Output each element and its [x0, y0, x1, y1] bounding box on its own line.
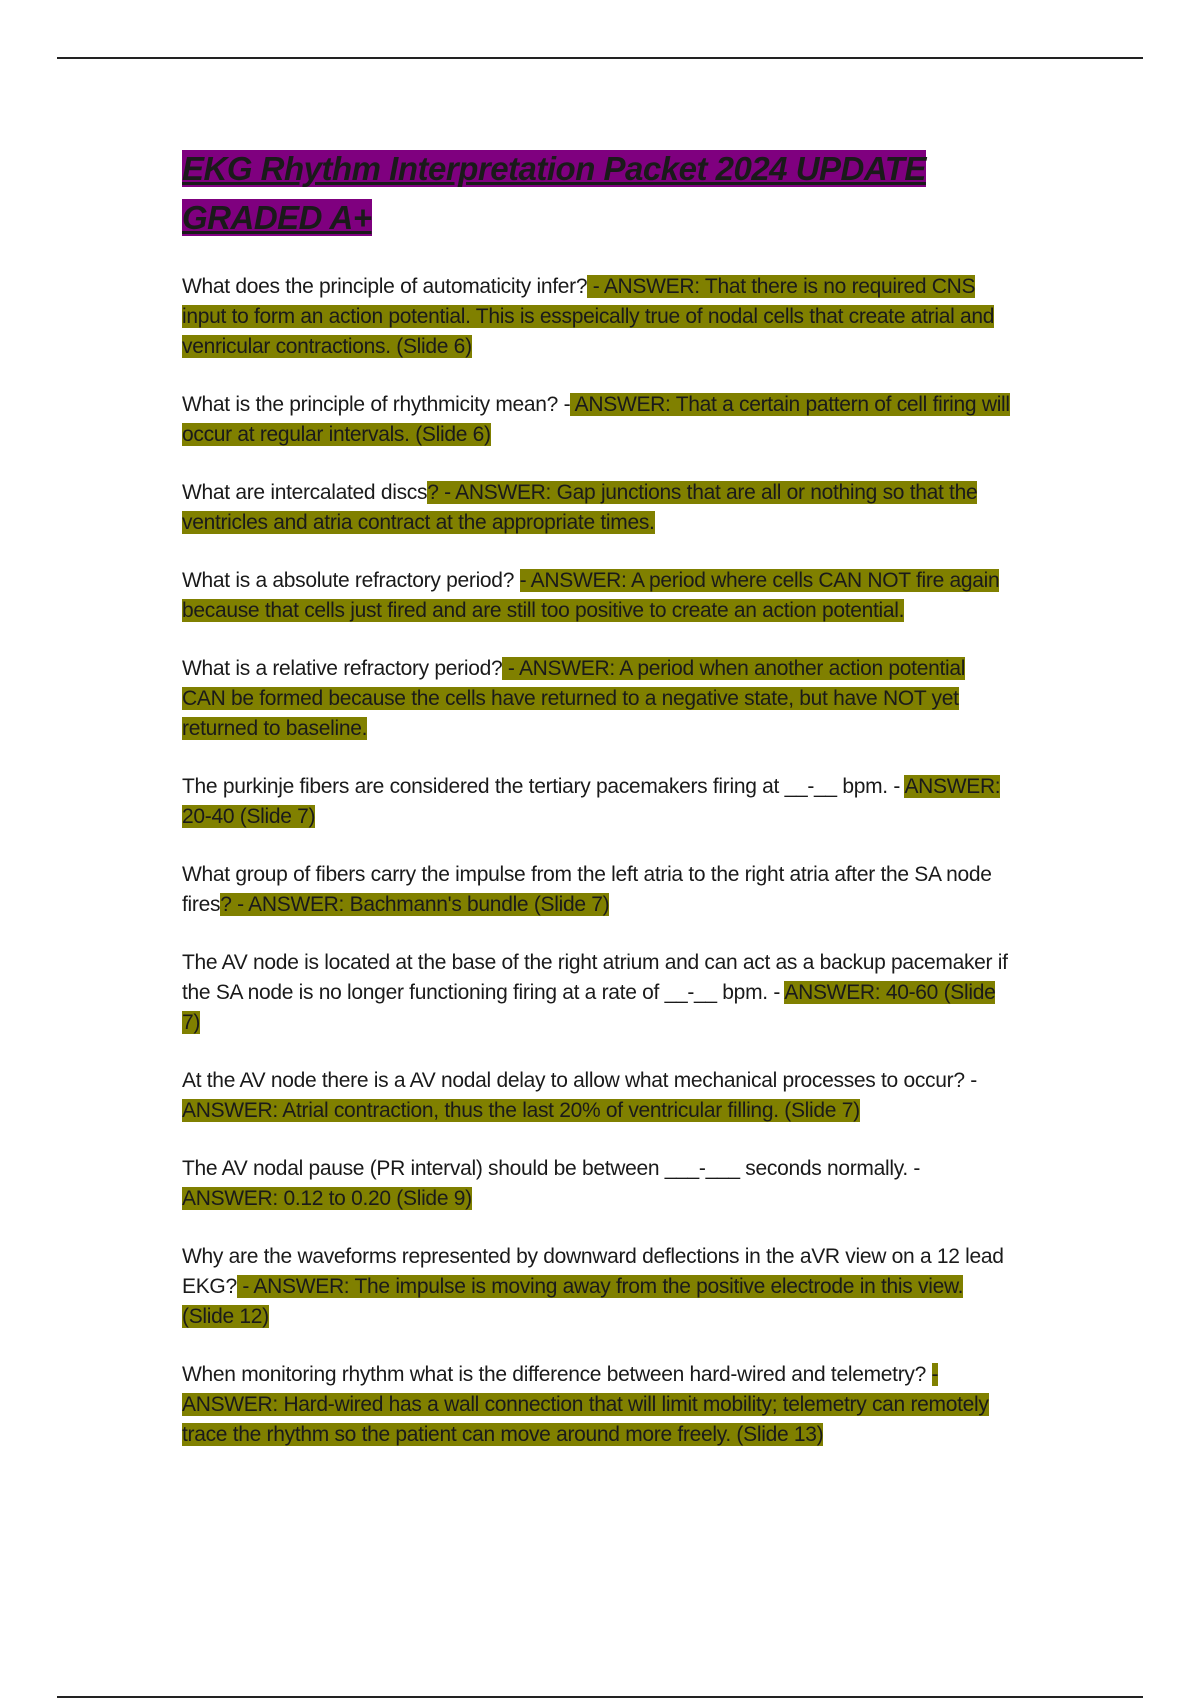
qa-item-3: [182, 478, 1012, 538]
answer-highlight: - ANSWER: A period when another action potential CAN be formed because the cells have returned to a negative state, but have NOT yet returned to baseline.: [182, 657, 966, 740]
qa-item-8: [182, 948, 1012, 1038]
qa-item-5: [182, 654, 1012, 744]
question-text: The purkinje fibers are considered the tertiary pacemakers firing at __-__ bpm. -: [182, 775, 905, 798]
question-text: What are intercalated discs: [182, 481, 428, 504]
qa-item-1: [182, 272, 1012, 362]
answer-highlight: ? - ANSWER: Gap junctions that are all or nothing so that the ventricles and atria contract at the appropriate times.: [182, 481, 978, 534]
question-text: When monitoring rhythm what is the difference between hard-wired and telemetry?: [182, 1363, 932, 1386]
top-rule: [57, 57, 1143, 59]
answer-highlight: ANSWER: 0.12 to 0.20 (Slide 9): [182, 1187, 472, 1210]
question-text: The AV nodal pause (PR interval) should be between ___-___ seconds normally. -: [182, 1157, 921, 1180]
qa-item-12: [182, 1360, 1012, 1450]
question-text: What is a absolute refractory period?: [182, 569, 520, 592]
answer-highlight: - ANSWER: That there is no required CNS input to form an action potential. This is esspeically true of nodal cells that create atrial and venricular contractions. (Slide 6): [182, 275, 995, 358]
page-title: [182, 144, 1012, 242]
question-text: The AV node is located at the base of the right atrium and can act as a backup pacemaker if the SA node is no longer functioning firing at a rate of __-__ bpm. -: [182, 951, 1008, 1004]
answer-highlight: ANSWER: 40-60 (Slide 7): [182, 981, 996, 1034]
answer-highlight: ANSWER: That a certain pattern of cell firing will occur at regular intervals. (Slide 6): [182, 393, 1010, 446]
qa-item-10: [182, 1154, 1012, 1214]
question-text: What is the principle of rhythmicity mean? -: [182, 393, 571, 416]
qa-item-2: [182, 390, 1012, 450]
question-text: At the AV node there is a AV nodal delay to allow what mechanical processes to occur? -: [182, 1069, 977, 1092]
question-text: What does the principle of automaticity infer?: [182, 275, 588, 298]
title-highlight: EKG Rhythm Interpretation Packet 2024 UPDATE GRADED A+: [182, 150, 926, 236]
qa-item-11: [182, 1242, 1012, 1332]
answer-highlight: ANSWER: Atrial contraction, thus the last 20% of ventricular filling. (Slide 7): [182, 1099, 860, 1122]
answer-highlight: ANSWER: 20-40 (Slide 7): [182, 775, 1001, 828]
qa-item-7: [182, 860, 1012, 920]
answer-highlight: - ANSWER: Hard-wired has a wall connection that will limit mobility; telemetry can remotely trace the rhythm so the patient can move around more freely. (Slide 13): [182, 1363, 989, 1446]
question-text: What is a relative refractory period?: [182, 657, 503, 680]
answer-highlight: - ANSWER: The impulse is moving away from the positive electrode in this view. (Slide 12): [182, 1275, 964, 1328]
qa-item-4: [182, 566, 1012, 626]
answer-highlight: - ANSWER: A period where cells CAN NOT fire again because that cells just fired and are still too positive to create an action potential.: [182, 569, 1000, 622]
qa-item-9: [182, 1066, 1012, 1126]
answer-highlight: ? - ANSWER: Bachmann's bundle (Slide 7): [220, 893, 610, 916]
bottom-rule: [57, 1696, 1143, 1698]
qa-item-6: [182, 772, 1012, 832]
document-body: [182, 144, 1012, 1478]
question-text: Why are the waveforms represented by downward deflections in the aVR view on a 12 lead EKG?: [182, 1245, 1004, 1298]
question-text: What group of fibers carry the impulse from the left atria to the right atria after the SA node fires: [182, 863, 992, 916]
